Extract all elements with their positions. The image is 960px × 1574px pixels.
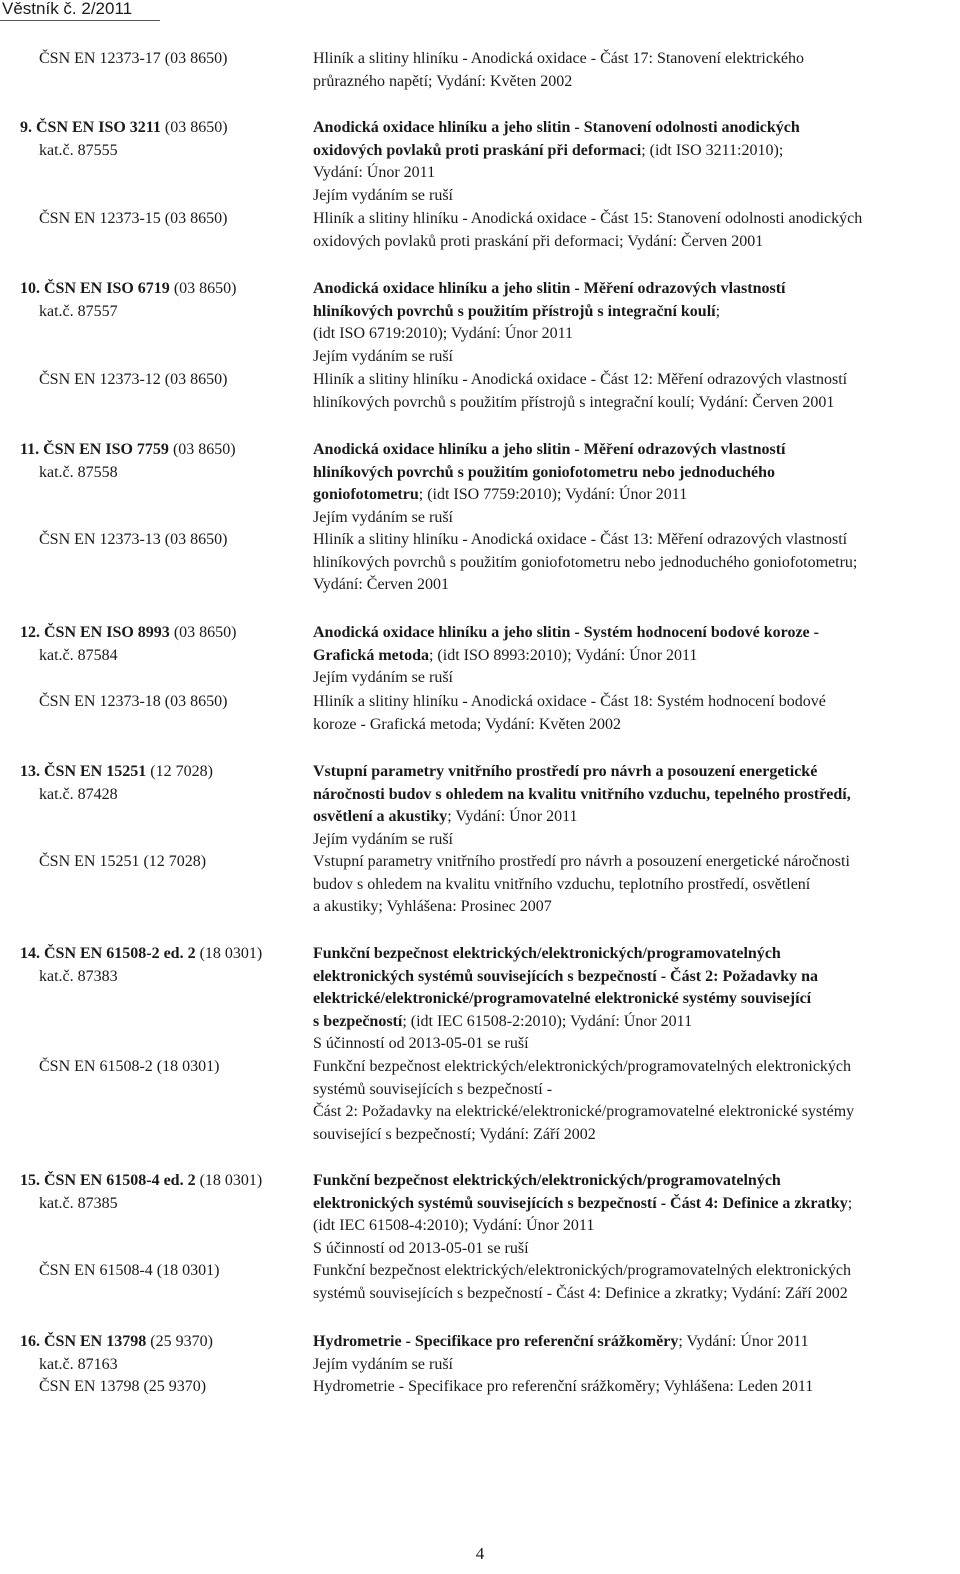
standard-code-text: (25 9370) xyxy=(146,1333,213,1350)
standard-title-line xyxy=(313,1124,596,1146)
standard-title-line xyxy=(313,691,826,713)
standard-title-line xyxy=(313,185,453,207)
standard-title-line xyxy=(313,761,817,783)
standard-title: Anodická oxidace hliníku a jeho slitin - Měření odrazových vlastností xyxy=(313,280,786,297)
standard-title-text: průrazného napětí; Vydání: Květen 2002 xyxy=(313,72,573,90)
standard-title-line xyxy=(313,943,781,965)
standard-title: hliníkových povrchů s použitím goniofotometru nebo jednoduchého xyxy=(313,463,775,481)
standard-title: Funkční bezpečnost elektrických/elektronických/programovatelných xyxy=(313,1172,781,1189)
standard-title-line xyxy=(313,140,783,162)
standard-title-text: a akustiky; Vyhlášena: Prosinec 2007 xyxy=(313,898,552,915)
standard-title-line xyxy=(313,896,552,918)
standard-title-text: Hliník a slitiny hliníku - Anodická oxidace - Část 13: Měření odrazových vlastností xyxy=(313,531,848,548)
standard-title-line xyxy=(313,369,847,391)
standard-code-line xyxy=(20,117,228,139)
standard-title-text: související s bezpečností; Vydání: Září 2002 xyxy=(313,1125,596,1143)
standard-code-text: ČSN EN 12373-15 (03 8650) xyxy=(39,210,228,227)
standard-title-text: Jejím vydáním se ruší xyxy=(313,669,453,686)
standard-code-text: ČSN EN 13798 (25 9370) xyxy=(39,1378,207,1395)
item-number: 16. xyxy=(20,1333,44,1350)
standard-title-line xyxy=(313,162,435,184)
standard-title-text: ; Vydání: Únor 2011 xyxy=(678,1333,809,1350)
standard-code-line xyxy=(39,1354,118,1376)
standard-code-text: ČSN EN 15251 (12 7028) xyxy=(39,853,207,870)
standard-code-text: kat.č. 87383 xyxy=(39,967,118,985)
standard-title-line xyxy=(313,231,763,253)
item-number: 12. xyxy=(20,624,44,641)
standard-code-text: kat.č. 87163 xyxy=(39,1355,118,1373)
item-number: 10. xyxy=(20,280,44,297)
standard-code-text: kat.č. 87385 xyxy=(39,1194,118,1212)
standard-code: ČSN EN 61508-4 ed. 2 xyxy=(44,1172,196,1189)
standard-code-text: (03 8650) xyxy=(169,280,237,297)
standard-code-text: ČSN EN 12373-18 (03 8650) xyxy=(39,693,228,710)
standard-title-text: ; (idt ISO 8993:2010); Vydání: Únor 2011 xyxy=(428,646,698,664)
standard-code-line xyxy=(39,1376,206,1398)
standard-title-text: (idt IEC 61508-4:2010); Vydání: Únor 2011 xyxy=(313,1217,595,1234)
standard-title-line xyxy=(313,507,453,529)
standard-title-line xyxy=(313,529,847,551)
standard-title-text: Jejím vydáním se ruší xyxy=(313,508,453,526)
standard-title-line xyxy=(313,1215,594,1237)
standard-code-line xyxy=(39,966,118,988)
standard-title-line xyxy=(313,392,834,414)
standard-title-text: Část 2: Požadavky na elektrické/elektronické/programovatelné elektronické systémy xyxy=(313,1103,855,1120)
item-number: 9. xyxy=(20,119,36,136)
standard-title: osvětlení a akustiky xyxy=(313,808,448,825)
standard-title: Anodická oxidace hliníku a jeho slitin - Systém hodnocení bodové koroze - xyxy=(313,624,819,641)
standard-code: ČSN EN ISO 7759 xyxy=(43,441,169,458)
standard-code: ČSN EN ISO 3211 xyxy=(36,119,161,136)
standard-code-text: kat.č. 87584 xyxy=(39,646,118,664)
standard-title-line xyxy=(313,1170,781,1192)
standard-code-text: (18 0301) xyxy=(195,1172,263,1189)
standard-title-text: Jejím vydáním se ruší xyxy=(313,830,453,848)
standard-title-line xyxy=(313,1376,813,1398)
standard-title-line xyxy=(313,1056,851,1078)
standard-title-text: Vydání: Únor 2011 xyxy=(313,164,436,181)
standard-title-text: Jejím vydáním se ruší xyxy=(313,347,453,365)
standard-title-line xyxy=(313,667,453,689)
standard-title-line xyxy=(313,1331,809,1353)
standard-title-line xyxy=(313,1101,854,1123)
standard-code: ČSN EN ISO 6719 xyxy=(44,280,170,297)
standard-title: hliníkových povrchů s použitím přístrojů s integrační koulí xyxy=(313,302,716,320)
standard-code-line xyxy=(39,369,227,391)
standard-title-text: ; Vydání: Únor 2011 xyxy=(447,808,578,825)
standard-title-text: ; xyxy=(847,1194,853,1212)
standard-title-line xyxy=(313,1193,852,1215)
standard-title-line xyxy=(313,851,850,873)
page-number: 4 xyxy=(475,1544,485,1563)
standard-title-text: ; (idt ISO 3211:2010); xyxy=(641,141,784,159)
item-number: 15. xyxy=(20,1172,44,1189)
standard-code-line xyxy=(39,784,118,806)
standard-title-line xyxy=(313,1354,453,1376)
item-number: 13. xyxy=(20,763,44,780)
standard-title-text: Jejím vydáním se ruší xyxy=(313,1355,453,1373)
standard-title-text: ; (idt IEC 61508-2:2010); Vydání: Únor 2011 xyxy=(402,1012,693,1030)
header-rule xyxy=(0,20,160,21)
standard-title-line xyxy=(313,208,862,230)
standard-code-text: (18 0301) xyxy=(195,945,263,962)
standard-title-text: Hliník a slitiny hliníku - Anodická oxidace - Část 15: Stanovení odolnosti anodických xyxy=(313,210,863,227)
standard-title-text: S účinností od 2013-05-01 se ruší xyxy=(313,1239,529,1257)
standard-title: Grafická metoda xyxy=(313,646,429,664)
standard-title-line xyxy=(313,71,572,93)
standard-title-line xyxy=(313,48,804,70)
standard-title-line xyxy=(313,552,857,574)
standard-title-line xyxy=(313,645,697,667)
standard-code-text: kat.č. 87555 xyxy=(39,141,118,159)
standard-title-line xyxy=(313,117,800,139)
standard-title: elektrické/elektronické/programovatelné elektronické systémy související xyxy=(313,990,812,1007)
standard-title-line xyxy=(313,829,453,851)
item-number: 14. xyxy=(20,945,44,962)
standard-title-line xyxy=(313,1238,529,1260)
standard-code-line xyxy=(20,1331,213,1353)
standard-title-line xyxy=(313,874,810,896)
standard-title-line xyxy=(313,988,811,1010)
standard-title-line xyxy=(313,301,720,323)
standard-title-line xyxy=(313,784,851,806)
standard-code-line xyxy=(20,439,236,461)
standard-title-text: Hliník a slitiny hliníku - Anodická oxidace - Část 18: Systém hodnocení bodové xyxy=(313,693,826,710)
standard-title-line xyxy=(313,966,818,988)
standard-title-line xyxy=(313,714,621,736)
standard-title-text: Jejím vydáním se ruší xyxy=(313,186,453,204)
standard-title: náročnosti budov s ohledem na kvalitu vnitřního vzduchu, tepelného prostředí, xyxy=(313,785,851,803)
standard-title-line xyxy=(313,484,687,506)
standard-title-line xyxy=(313,323,573,345)
standard-title-line xyxy=(313,462,775,484)
standard-title: s bezpečností xyxy=(313,1012,403,1030)
standard-title-line xyxy=(313,806,577,828)
standard-title-text: ; (idt ISO 7759:2010); Vydání: Únor 2011 xyxy=(418,486,688,503)
standard-code-text: (03 8650) xyxy=(160,119,228,136)
standard-code-line xyxy=(39,851,206,873)
standard-code-text: ČSN EN 61508-4 (18 0301) xyxy=(39,1262,220,1279)
standard-title-line xyxy=(313,1079,552,1101)
standard-title: elektronických systémů souvisejících s bezpečností - Část 4: Definice a zkratky xyxy=(313,1194,848,1212)
standard-code: ČSN EN ISO 8993 xyxy=(44,624,170,641)
standard-title: oxidových povlaků proti praskání při deformaci xyxy=(313,141,642,159)
standard-code-line xyxy=(39,140,118,162)
standard-code-text: kat.č. 87428 xyxy=(39,785,118,803)
standard-code-line xyxy=(39,529,227,551)
standard-title-text: hliníkových povrchů s použitím goniofotometru nebo jednoduchého goniofotometru; xyxy=(313,553,858,571)
standard-title-line xyxy=(313,346,453,368)
standard-title-line xyxy=(313,1260,851,1282)
standard-code-line xyxy=(20,943,262,965)
page-header xyxy=(0,0,960,24)
standard-code-line xyxy=(20,761,213,783)
standard-title-text: ; xyxy=(715,302,721,320)
standard-title: goniofotometru xyxy=(313,486,419,503)
standard-title: Hydrometrie - Specifikace pro referenční srážkoměry xyxy=(313,1333,679,1350)
standard-title-text: Funkční bezpečnost elektrických/elektronických/programovatelných elektronických xyxy=(313,1262,852,1279)
standard-code-text: ČSN EN 12373-12 (03 8650) xyxy=(39,371,228,388)
standard-code-line xyxy=(39,645,118,667)
item-number: 11. xyxy=(20,441,44,458)
standard-code-line xyxy=(39,691,227,713)
standard-title-line xyxy=(313,1283,848,1305)
standard-title-text: koroze - Grafická metoda; Vydání: Květen 2002 xyxy=(313,715,622,733)
standard-code-line xyxy=(39,462,118,484)
standard-title-text: (idt ISO 6719:2010); Vydání: Únor 2011 xyxy=(313,325,573,342)
standard-code: ČSN EN 61508-2 ed. 2 xyxy=(44,945,196,962)
standard-code-text: (12 7028) xyxy=(146,763,213,780)
standard-code: ČSN EN 13798 xyxy=(44,1333,147,1350)
standard-code-line xyxy=(39,1193,118,1215)
standard-title-line xyxy=(313,439,785,461)
standard-title-text: Hliník a slitiny hliníku - Anodická oxidace - Část 12: Měření odrazových vlastností xyxy=(313,371,848,388)
standard-title: elektronických systémů souvisejících s bezpečností - Část 2: Požadavky na xyxy=(313,967,819,985)
standard-title-text: budov s ohledem na kvalitu vnitřního vzduchu, teplotního prostředí, osvětlení xyxy=(313,875,811,893)
standard-code-line xyxy=(39,48,227,70)
standard-code-text: ČSN EN 61508-2 (18 0301) xyxy=(39,1058,220,1075)
standard-title-text: systémů souvisejících s bezpečností - xyxy=(313,1080,553,1098)
standard-title: Funkční bezpečnost elektrických/elektronických/programovatelných xyxy=(313,945,781,962)
standard-title: Anodická oxidace hliníku a jeho slitin - Stanovení odolnosti anodických xyxy=(313,119,800,136)
standard-title-line xyxy=(313,1011,692,1033)
standard-title-text: oxidových povlaků proti praskání při deformaci; Vydání: Červen 2001 xyxy=(313,232,764,250)
standard-title: Anodická oxidace hliníku a jeho slitin - Měření odrazových vlastností xyxy=(313,441,786,458)
standard-code-text: ČSN EN 12373-17 (03 8650) xyxy=(39,50,228,67)
standard-title-line xyxy=(313,622,819,644)
standard-code-text: ČSN EN 12373-13 (03 8650) xyxy=(39,531,228,548)
standard-code-line xyxy=(39,301,118,323)
standard-code-line xyxy=(39,1260,219,1282)
standard-title-line xyxy=(313,1033,529,1055)
standard-title-text: Vydání: Červen 2001 xyxy=(313,576,449,593)
standard-code-text: kat.č. 87557 xyxy=(39,302,118,320)
standard-title-text: Vstupní parametry vnitřního prostředí pro návrh a posouzení energetické náročnosti xyxy=(313,853,850,870)
standard-title-line xyxy=(313,278,785,300)
standard-code-line xyxy=(20,622,236,644)
standard-title-text: Funkční bezpečnost elektrických/elektronických/programovatelných elektronických xyxy=(313,1058,852,1075)
standard-code: ČSN EN 15251 xyxy=(44,763,147,780)
standard-code-text: (03 8650) xyxy=(169,624,237,641)
standard-title-text: systémů souvisejících s bezpečností - Část 4: Definice a zkratky; Vydání: Září 2002 xyxy=(313,1284,848,1302)
standard-code-line xyxy=(39,1056,219,1078)
standard-title: Vstupní parametry vnitřního prostředí pro návrh a posouzení energetické xyxy=(313,763,818,780)
standard-code-text: (03 8650) xyxy=(168,441,236,458)
standard-title-text: Hliník a slitiny hliníku - Anodická oxidace - Část 17: Stanovení elektrického xyxy=(313,50,805,67)
standard-title-text: hliníkových povrchů s použitím přístrojů s integrační koulí; Vydání: Červen 2001 xyxy=(313,393,835,411)
standard-code-text: kat.č. 87558 xyxy=(39,463,118,481)
standard-code-line xyxy=(20,278,236,300)
standard-code-line xyxy=(39,208,227,230)
standard-title-line xyxy=(313,574,449,596)
standard-title-text: Hydrometrie - Specifikace pro referenční srážkoměry; Vyhlášena: Leden 2011 xyxy=(313,1378,814,1395)
standard-title-text: S účinností od 2013-05-01 se ruší xyxy=(313,1035,529,1052)
journal-title: Věstník č. 2/2011 xyxy=(2,0,133,18)
standard-code-line xyxy=(20,1170,262,1192)
